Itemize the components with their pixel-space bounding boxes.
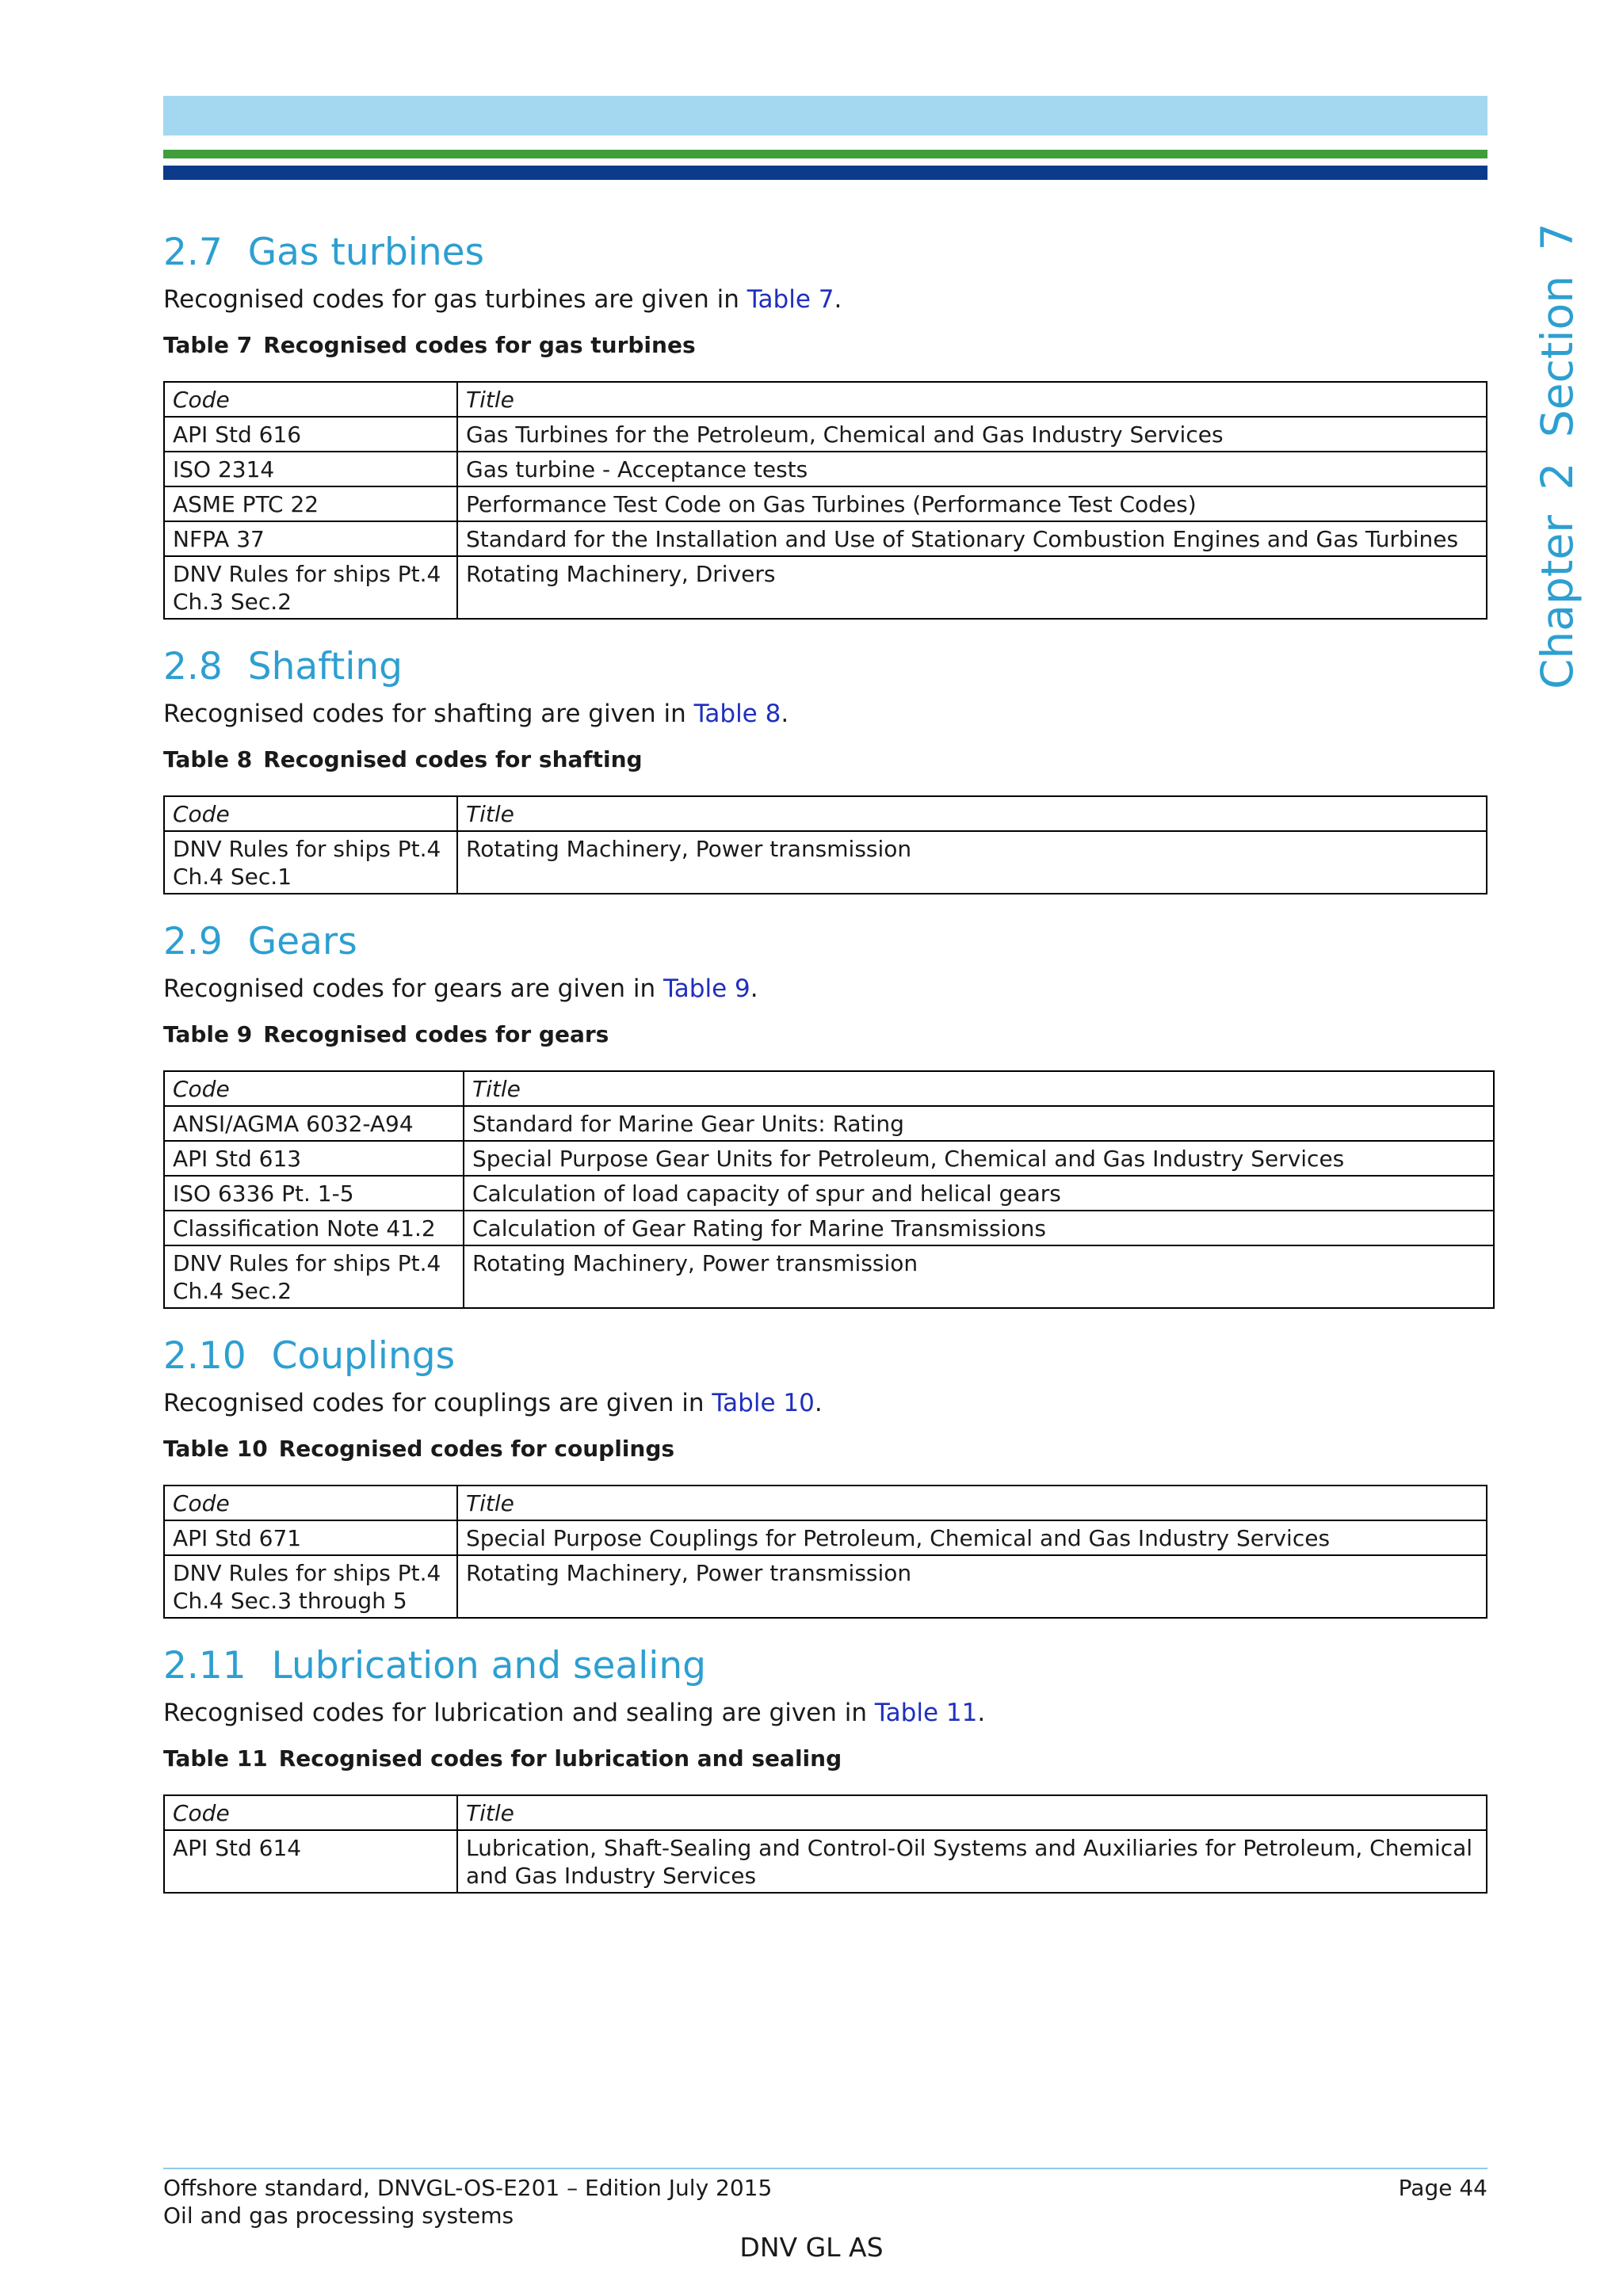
table-row: [164, 521, 1487, 556]
header-title: Title: [457, 1486, 1487, 1520]
cell-title: Special Purpose Gear Units for Petroleum, Chemical and Gas Industry Services: [464, 1141, 1494, 1176]
section-gears: [163, 915, 1495, 1309]
caption-title: Recognised codes for gears: [263, 1021, 609, 1047]
codes-table: [163, 1485, 1487, 1619]
cell-code: DNV Rules for ships Pt.4 Ch.4 Sec.1: [164, 831, 457, 894]
cell-code: DNV Rules for ships Pt.4 Ch.4 Sec.2: [164, 1245, 464, 1308]
header-code: Code: [164, 1071, 464, 1106]
cell-code: ISO 6336 Pt. 1-5: [164, 1176, 464, 1211]
header-band-green: [163, 150, 1487, 158]
section-heading: [163, 1329, 1495, 1383]
footer-organization: DNV GL AS: [739, 2232, 884, 2263]
table-row: [164, 1520, 1487, 1555]
header-title: Title: [464, 1071, 1494, 1106]
table-row: [164, 1245, 1494, 1308]
section-intro: [163, 1693, 1495, 1733]
section-number: 2.9: [163, 920, 223, 963]
footer-subtitle: Oil and gas processing systems: [163, 2203, 514, 2229]
chapter-section-label: Chapter 2 Section 7: [1532, 223, 1583, 689]
section-shafting: [163, 640, 1495, 894]
intro-text: Recognised codes for lubrication and sealing are given in: [163, 1699, 875, 1727]
intro-period: .: [814, 1389, 823, 1417]
table-caption: [163, 1737, 1495, 1780]
section-title: Couplings: [271, 1334, 456, 1378]
caption-number: Table 7: [163, 332, 253, 358]
cell-code: API Std 616: [164, 417, 457, 452]
table-caption: [163, 324, 1495, 367]
intro-period: .: [781, 700, 789, 728]
table-reference-link[interactable]: Table 10: [712, 1389, 815, 1417]
section-heading: [163, 915, 1495, 969]
table-header-row: [164, 1795, 1487, 1830]
cell-title: Calculation of load capacity of spur and helical gears: [464, 1176, 1494, 1211]
header-band-blue: [163, 166, 1487, 180]
table-reference-link[interactable]: Table 11: [874, 1699, 978, 1727]
section-number: 2.11: [163, 1644, 246, 1688]
cell-title: Rotating Machinery, Power transmission: [464, 1245, 1494, 1308]
header-code: Code: [164, 1486, 457, 1520]
cell-code: DNV Rules for ships Pt.4 Ch.4 Sec.3 through 5: [164, 1555, 457, 1618]
cell-code: ISO 2314: [164, 452, 457, 486]
table-caption: [163, 738, 1495, 781]
section-couplings: [163, 1329, 1495, 1619]
cell-code: ANSI/AGMA 6032-A94: [164, 1106, 464, 1141]
cell-title: Rotating Machinery, Power transmission: [457, 1555, 1487, 1618]
cell-title: Special Purpose Couplings for Petroleum, Chemical and Gas Industry Services: [457, 1520, 1487, 1555]
footer-divider: [163, 2168, 1487, 2169]
cell-title: Standard for Marine Gear Units: Rating: [464, 1106, 1494, 1141]
section-intro: [163, 969, 1495, 1009]
header-code: Code: [164, 796, 457, 831]
header-band-light: [163, 96, 1487, 135]
table-header-row: [164, 1071, 1494, 1106]
table-row: [164, 452, 1487, 486]
table-row: [164, 1176, 1494, 1211]
table-row: [164, 556, 1487, 619]
cell-code: ASME PTC 22: [164, 486, 457, 521]
intro-text: Recognised codes for gears are given in: [163, 974, 663, 1003]
table-header-row: [164, 382, 1487, 417]
header-title: Title: [457, 382, 1487, 417]
caption-number: Table 9: [163, 1021, 253, 1047]
table-caption: [163, 1428, 1495, 1470]
cell-title: Lubrication, Shaft-Sealing and Control-Oil Systems and Auxiliaries for Petroleum, Chemical and Gas Industry Services: [457, 1830, 1487, 1893]
table-row: [164, 417, 1487, 452]
cell-title: Standard for the Installation and Use of Stationary Combustion Engines and Gas Turbines: [457, 521, 1487, 556]
header-code: Code: [164, 1795, 457, 1830]
section-heading: [163, 226, 1495, 280]
cell-code: API Std 671: [164, 1520, 457, 1555]
section-title: Shafting: [247, 645, 403, 688]
header-title: Title: [457, 1795, 1487, 1830]
cell-code: DNV Rules for ships Pt.4 Ch.3 Sec.2: [164, 556, 457, 619]
table-reference-link[interactable]: Table 8: [693, 700, 781, 728]
cell-title: Gas Turbines for the Petroleum, Chemical and Gas Industry Services: [457, 417, 1487, 452]
intro-period: .: [834, 285, 842, 314]
cell-code: API Std 613: [164, 1141, 464, 1176]
table-row: [164, 1555, 1487, 1618]
cell-code: API Std 614: [164, 1830, 457, 1893]
section-gas-turbines: [163, 226, 1495, 620]
section-lubrication-sealing: [163, 1639, 1495, 1894]
codes-table: [163, 1070, 1495, 1309]
cell-code: Classification Note 41.2: [164, 1211, 464, 1245]
codes-table: [163, 1794, 1487, 1894]
section-heading: [163, 1639, 1495, 1693]
intro-period: .: [750, 974, 758, 1003]
section-intro: [163, 1383, 1495, 1423]
codes-table: [163, 381, 1487, 620]
table-reference-link[interactable]: Table 7: [747, 285, 834, 314]
section-number: 2.8: [163, 645, 223, 688]
caption-title: Recognised codes for gas turbines: [263, 332, 696, 358]
header-title: Title: [457, 796, 1487, 831]
table-row: [164, 1106, 1494, 1141]
cell-code: NFPA 37: [164, 521, 457, 556]
section-intro: [163, 694, 1495, 734]
table-row: [164, 831, 1487, 894]
caption-number: Table 8: [163, 746, 253, 772]
caption-title: Recognised codes for couplings: [278, 1436, 675, 1462]
section-heading: [163, 640, 1495, 694]
caption-number: Table 10: [163, 1436, 268, 1462]
section-intro: [163, 280, 1495, 319]
intro-text: Recognised codes for gas turbines are given in: [163, 285, 747, 314]
intro-text: Recognised codes for couplings are given in: [163, 1389, 712, 1417]
section-number: 2.10: [163, 1334, 246, 1378]
table-row: [164, 1141, 1494, 1176]
table-caption: [163, 1013, 1495, 1056]
table-row: [164, 486, 1487, 521]
footer-page-number: Page 44: [1398, 2175, 1487, 2201]
table-header-row: [164, 1486, 1487, 1520]
table-header-row: [164, 796, 1487, 831]
section-title: Lubrication and sealing: [271, 1644, 706, 1688]
section-title: Gears: [247, 920, 357, 963]
footer-document-info: [163, 2174, 772, 2229]
intro-period: .: [977, 1699, 986, 1727]
caption-number: Table 11: [163, 1745, 268, 1772]
cell-title: Gas turbine - Acceptance tests: [457, 452, 1487, 486]
cell-title: Rotating Machinery, Power transmission: [457, 831, 1487, 894]
footer-standard: Offshore standard, DNVGL-OS-E201 – Edition July 2015: [163, 2175, 773, 2201]
section-title: Gas turbines: [247, 231, 485, 274]
main-content: [163, 226, 1495, 1914]
codes-table: [163, 795, 1487, 894]
cell-title: Rotating Machinery, Drivers: [457, 556, 1487, 619]
table-row: [164, 1211, 1494, 1245]
caption-title: Recognised codes for shafting: [263, 746, 643, 772]
header-code: Code: [164, 382, 457, 417]
caption-title: Recognised codes for lubrication and sealing: [278, 1745, 842, 1772]
cell-title: Calculation of Gear Rating for Marine Transmissions: [464, 1211, 1494, 1245]
table-reference-link[interactable]: Table 9: [663, 974, 750, 1003]
table-row: [164, 1830, 1487, 1893]
cell-title: Performance Test Code on Gas Turbines (Performance Test Codes): [457, 486, 1487, 521]
intro-text: Recognised codes for shafting are given in: [163, 700, 694, 728]
section-number: 2.7: [163, 231, 223, 274]
